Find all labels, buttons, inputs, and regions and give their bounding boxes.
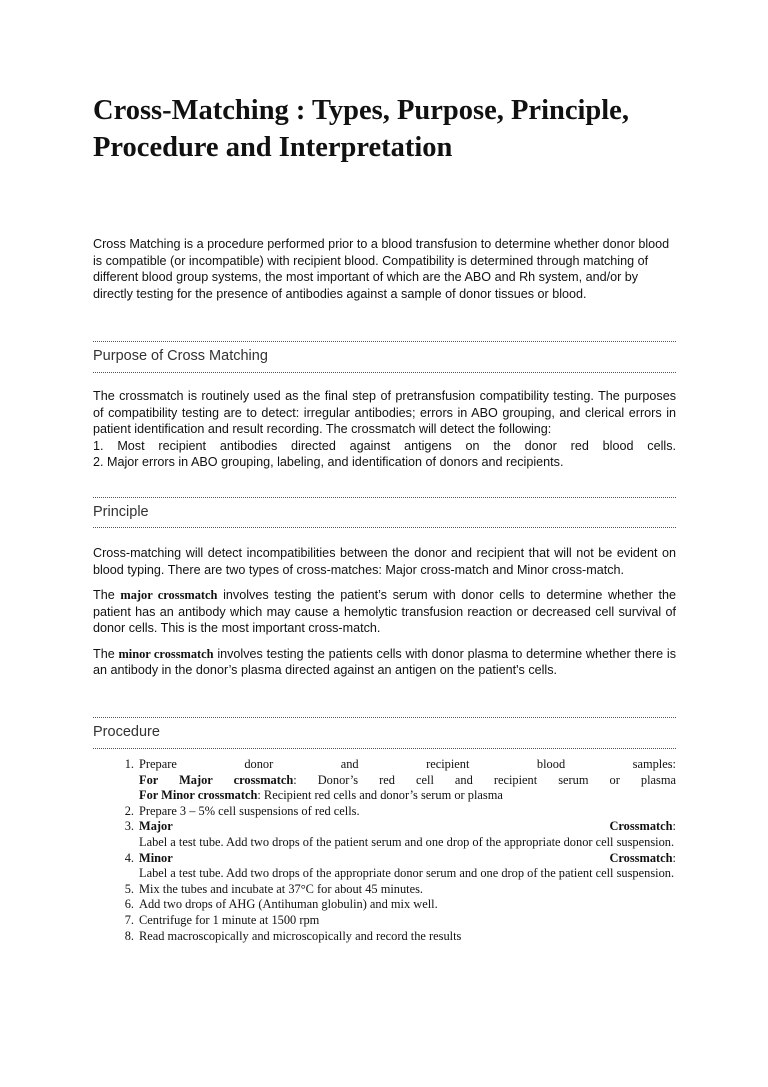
step-title-row (139, 851, 676, 867)
step-number: 8. (124, 928, 134, 943)
purpose-paragraph: The crossmatch is routinely used as the final step of pretransfusion compatibility testing. The purposes of compatibility testing are to detect: irregular antibodies; errors in ABO grouping, and clerical errors in patient identification and result recording. The crossmatch will detect the following: (93, 389, 676, 436)
text-run: The (93, 588, 121, 602)
page-title: Cross-Matching : Types, Purpose, Principle, Procedure and Interpretation (93, 95, 629, 163)
step-detail-label: For Major crossmatch (139, 772, 294, 787)
text-run: The (93, 646, 119, 661)
procedure-step (112, 819, 676, 850)
step-detail-text: : Recipient red cells and donor’s serum or plasma (257, 788, 503, 803)
step-title-left: Minor (139, 850, 173, 865)
minor-crossmatch-term: minor crossmatch (118, 646, 214, 661)
section-divider (93, 372, 676, 373)
principle-paragraph: Cross-matching will detect incompatibilities between the donor and recipient that will not be evident on blood typing. There are two types of cross-matches: Major cross-match and Minor cross-match. (93, 546, 676, 577)
section-divider (93, 748, 676, 749)
section-divider (93, 497, 676, 498)
procedure-step (112, 929, 676, 945)
purpose-point: 2. Major errors in ABO grouping, labeling, and identification of donors and recipients. (93, 455, 564, 469)
step-text: Label a test tube. Add two drops of the patient serum and one drop of the appropriate donor cell suspension. (139, 834, 675, 849)
procedure-heading: Procedure (93, 724, 160, 740)
step-title-colon: : (672, 819, 676, 834)
step-detail-text: : Donor’s red cell and recipient serum or plasma (293, 772, 676, 787)
section-divider (93, 717, 676, 718)
principle-section (93, 545, 676, 679)
procedure-step (112, 851, 676, 882)
intro-paragraph: Cross Matching is a procedure performed prior to a blood transfusion to determine whether donor blood is compatible (or incompatible) with recipient blood. Compatibility is determined through matching of different blood group systems, the most important of which are the ABO and Rh system, and/or by directly testing for the presence of antibodies against a sample of donor tissues or blood. (93, 237, 670, 301)
step-title-right-text: Crossmatch (609, 819, 673, 834)
step-text: Prepare 3 – 5% cell suspensions of red cells. (139, 803, 360, 818)
principle-heading: Principle (93, 504, 149, 520)
text-run: involves testing the patient’s serum with donor cells to determine whether the patient has an antibody which may cause a hemolytic transfusion reaction or decreased cell survival of donor cells. This is the most important cross-match. (93, 588, 677, 635)
purpose-heading: Purpose of Cross Matching (93, 348, 268, 364)
major-crossmatch-term: major crossmatch (120, 588, 218, 602)
procedure-list (112, 757, 676, 944)
step-number: 1. (124, 757, 134, 771)
step-number: 6. (124, 897, 134, 912)
step-number: 3. (124, 819, 134, 834)
major-crossmatch-paragraph (93, 587, 676, 637)
step-title-row (139, 819, 676, 835)
purpose-point: 1. Most recipient antibodies directed against antigens on the donor red blood cells. (93, 438, 676, 453)
step-text: Prepare donor and recipient blood samples: (139, 757, 676, 771)
step-number: 4. (124, 850, 134, 865)
minor-crossmatch-paragraph (93, 646, 676, 679)
procedure-step (112, 882, 676, 898)
text-run: involves testing the patients cells with donor plasma to determine whether there is an antibody in the donor’s plasma directed against an antigen on the patient's cells. (93, 646, 676, 677)
procedure-step (112, 897, 676, 913)
step-title-left: Major (139, 819, 173, 834)
step-detail-label: For Minor crossmatch (139, 788, 258, 803)
step-title-right-text: Crossmatch (609, 850, 673, 865)
step-detail (139, 773, 676, 789)
step-title-colon: : (672, 850, 676, 865)
step-number: 2. (124, 803, 134, 818)
step-number: 5. (124, 881, 134, 896)
procedure-step (112, 804, 676, 820)
procedure-step (112, 913, 676, 929)
purpose-section (93, 388, 676, 471)
procedure-step (112, 757, 676, 804)
step-title-right (609, 819, 676, 835)
step-number: 7. (124, 912, 134, 927)
step-detail (139, 788, 676, 804)
step-text: Mix the tubes and incubate at 37°C for about 45 minutes. (139, 881, 424, 896)
step-text: Add two drops of AHG (Antihuman globulin) and mix well. (139, 897, 438, 912)
step-text: Centrifuge for 1 minute at 1500 rpm (139, 912, 320, 927)
section-divider (93, 341, 676, 342)
step-text: Label a test tube. Add two drops of the appropriate donor serum and one drop of the patient cell suspension. (139, 866, 675, 881)
section-divider (93, 527, 676, 528)
step-title-right (609, 851, 676, 867)
step-text: Read macroscopically and microscopically and record the results (139, 928, 462, 943)
